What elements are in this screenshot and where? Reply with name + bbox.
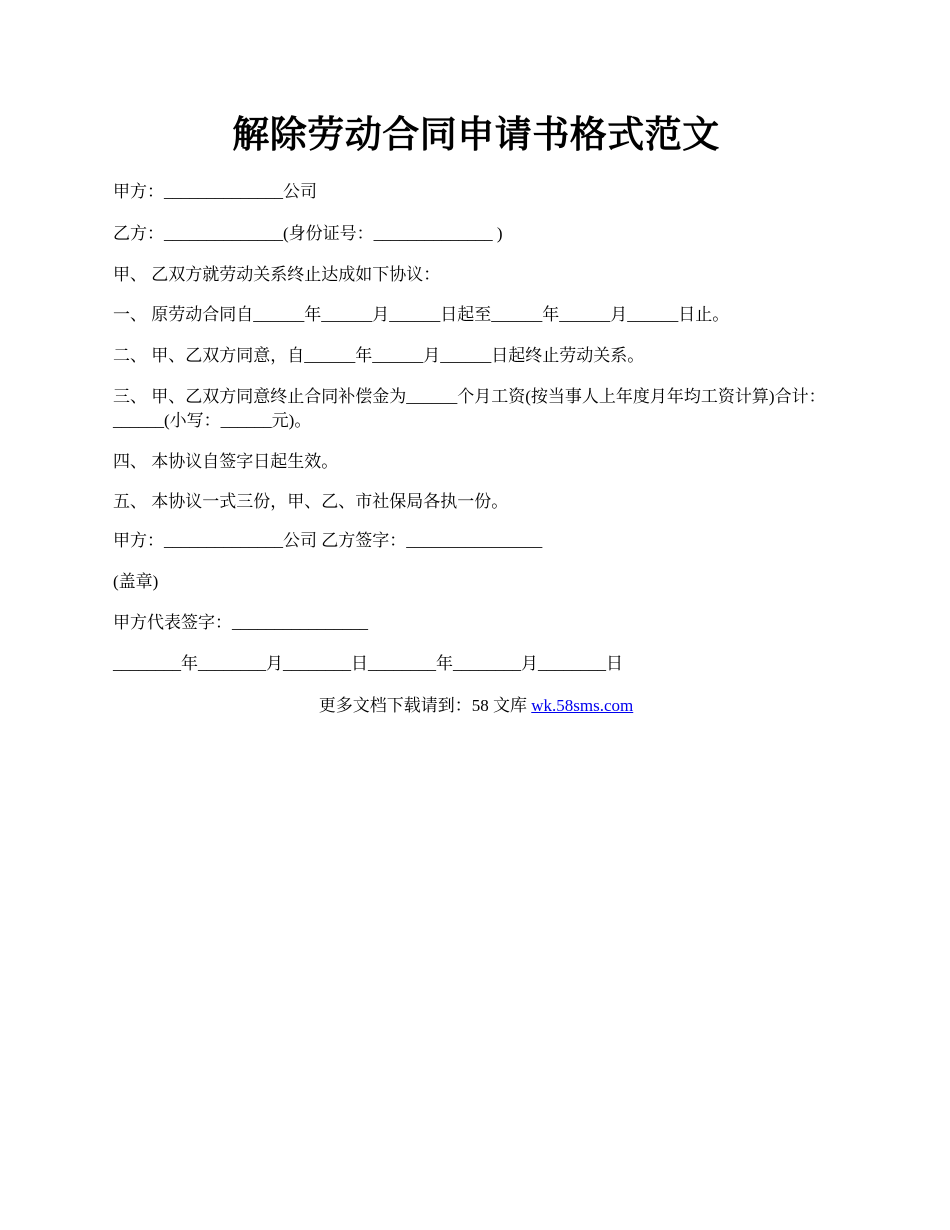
clause-2-line: 二、 甲、乙双方同意，自______年______月______日起终止劳动关系。 (113, 346, 645, 365)
clause-5-line: 五、 本协议一式三份，甲、乙、市社保局各执一份。 (113, 492, 509, 511)
representative-signature-line: 甲方代表签字：________________ (113, 613, 368, 632)
signature-line: 甲方：______________公司 乙方签字：________________ (113, 531, 543, 550)
document-page (113, 0, 839, 1230)
seal-line: (盖章) (113, 572, 159, 591)
party-a-line: 甲方：______________公司 (113, 182, 317, 201)
clause-3-text: 三、 甲、乙双方同意终止合同补偿金为______个月工资(按当事人上年度月年均工资计算)合计：______(小写：______元)。 (113, 387, 826, 430)
clause-4-line: 四、 本协议自签字日起生效。 (113, 452, 339, 471)
footer-download-note (113, 694, 839, 718)
agreement-intro-line: 甲、 乙双方就劳动关系终止达成如下协议： (113, 265, 441, 284)
party-b-line: 乙方：______________(身份证号：______________ ) (113, 224, 503, 243)
clause-1-line: 一、 原劳动合同自______年______月______日起至______年______月______日止。 (113, 305, 730, 324)
footer-link[interactable]: wk.58sms.com (531, 696, 634, 715)
date-line: ________年________月________日________年________月________日 (113, 654, 623, 673)
clause-3-line (113, 385, 839, 433)
document-title: 解除劳动合同申请书格式范文 (232, 115, 720, 156)
footer-prefix: 更多文档下载请到：58 文库 (318, 696, 532, 715)
